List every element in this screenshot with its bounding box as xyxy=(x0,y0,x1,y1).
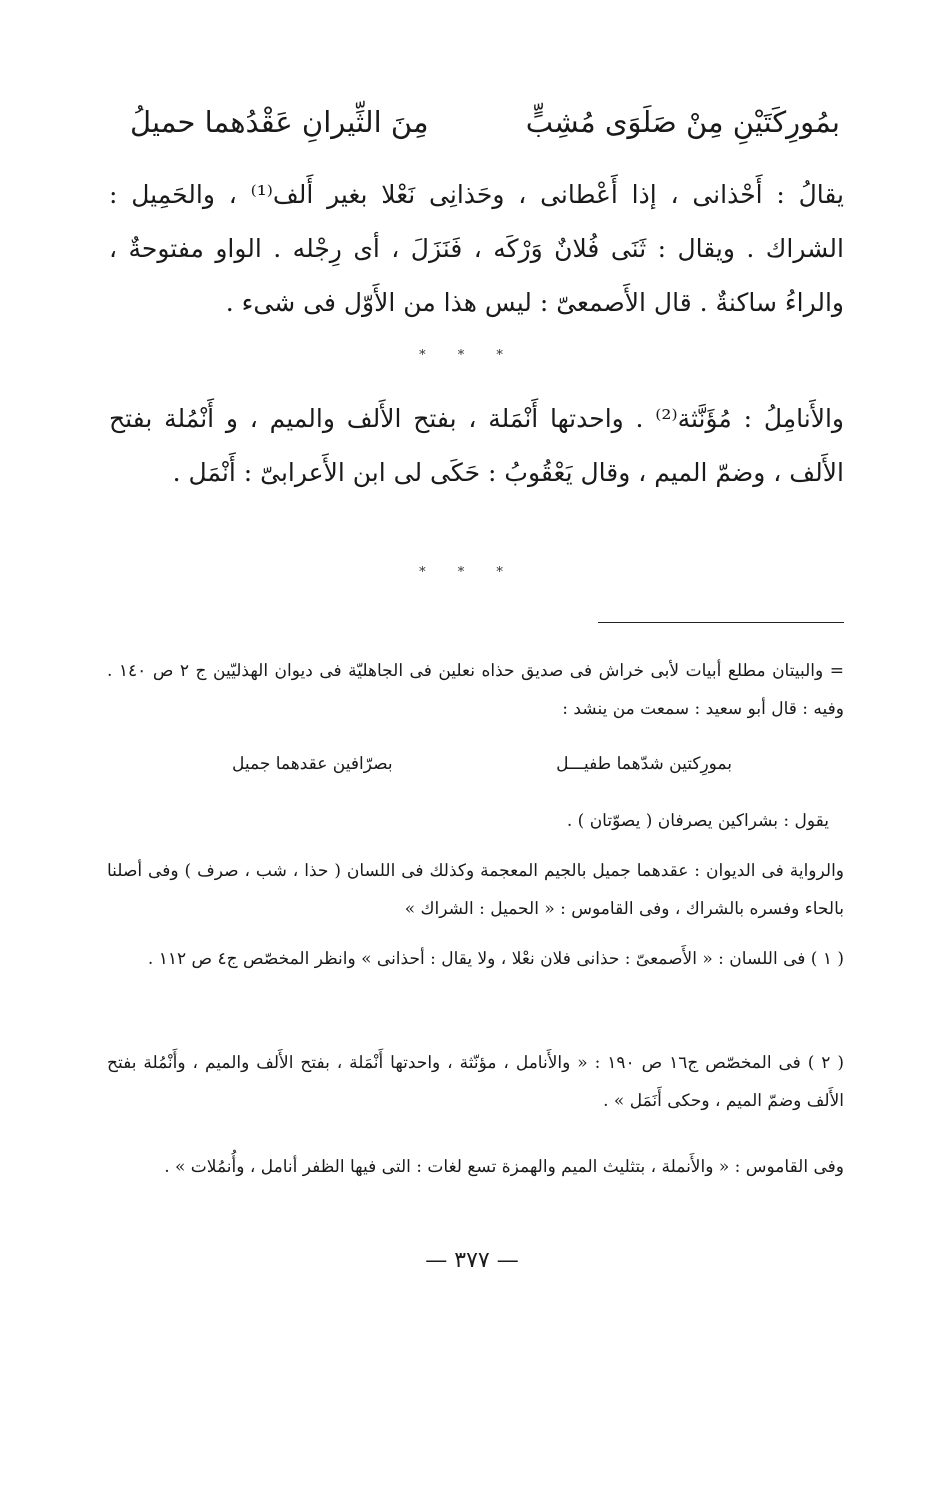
section-separator: * * * xyxy=(419,348,517,363)
footnote-verse-first-hemistich: بمورِكتين شدّهما طفيـــل xyxy=(556,754,732,774)
verse-first-hemistich: بمُورِكَتَيْنِ مِنْ صَلَوَى مُشِبٍّ xyxy=(525,105,840,139)
page-number: — ٣٧٧ — xyxy=(425,1248,519,1273)
footnote-continuation: = والبيتان مطلع أبيات لأبى خراش فى صديق حذاه نعلين فى الجاهليّة فى ديوان الهذليّين ج ٢ ص ١٤٠ . وفيه : قال أبو سعيد : سمعت من ينشد : xyxy=(107,661,844,719)
poetry-verse xyxy=(130,105,840,155)
section-separator: * * * xyxy=(419,565,517,580)
footnote-1: ( ١ ) فى اللسان : « الأَصمعىّ : حذانى فلان نعْلا ، ولا يقال : أحذانى » وانظر المخصّص ج٤ ص ١١٢ . xyxy=(147,949,844,969)
footnote-qamus: وفى القاموس : « والأَنملة ، بتثليث الميم والهمزة تسع لغات : التى فيها الظفر أنامل ، وأُنمُلات » . xyxy=(164,1157,844,1177)
paragraph-anamil: والأَنامِلُ : مُؤَنَّثة⁽²⁾ . واحدتها أَنْمَلة ، بفتح الأَلف والميم ، و أَنْمُلة بفتح الأَلف ، وضمّ الميم ، وقال يَعْقُوبُ : حَكَى لى ابن الأَعرابىّ : أَنْمَل . xyxy=(109,404,845,487)
footnote-verse-second-hemistich: بصرّافين عقدهما جميل xyxy=(232,754,393,774)
footnote-divider xyxy=(598,622,844,623)
footnote-verse xyxy=(232,754,732,784)
verse-second-hemistich: مِنَ الثِّيرانِ عَقْدُهما حميلُ xyxy=(130,105,429,139)
footnote-riwaya: والرواية فى الديوان : عقدهما جميل بالجيم المعجمة وكذلك فى اللسان ( حذا ، شب ، صرف ) وفى أصلنا بالحاء وفسره بالشراك ، وفى القاموس : « الحميل : الشراك » xyxy=(107,861,844,919)
footnote-explanation: يقول : بشراكين يصرفان ( يصوّتان ) . xyxy=(566,811,829,831)
paragraph-hadhani: يقالُ : أَحْذانى ، إذا أَعْطانى ، وحَذانِى نَعْلا بغير أَلف⁽¹⁾ ، والحَمِيل : الشراك . ويقال : ثَنَى فُلانٌ وَرْكَه ، فَنَزَلَ ، أى رِجْله . الواو مفتوحةٌ ، والراءُ ساكنةٌ . قال الأَصمعىّ : ليس هذا من الأَوّل فى شىء . xyxy=(109,180,845,317)
footnote-2: ( ٢ ) فى المخصّص ج١٦ ص ١٩٠ : « والأَنامل ، مؤنّثة ، واحدتها أَنْمَلة ، بفتح الأَلف والميم ، وأَنْمُلة بفتح الأَلف وضمّ الميم ، وحكى أَنَمَل » . xyxy=(107,1053,844,1111)
